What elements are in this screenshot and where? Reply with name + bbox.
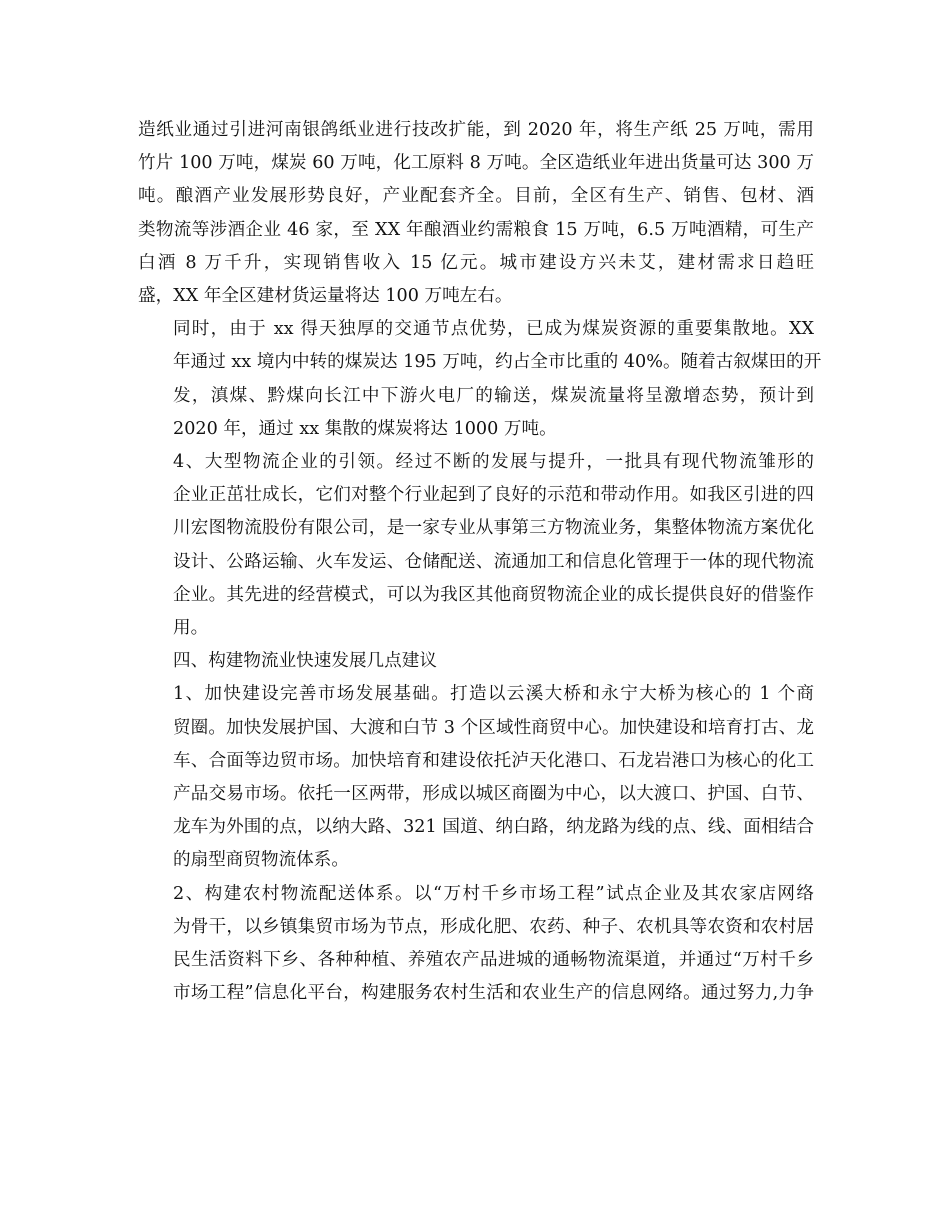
paragraph <box>138 446 814 645</box>
text-line: 企业正茁壮成长，它们对整个行业起到了良好的示范和带动作用。如我区引进的四 <box>173 485 814 506</box>
text-line: 民生活资料下乡、各种种植、养殖农产品进城的通畅物流渠道，并通过“万村千乡 <box>173 950 814 971</box>
text-line: 4、大型物流企业的引领。经过不断的发展与提升，一批具有现代物流雏形的 <box>173 452 814 473</box>
text-line: 设计、公路运输、火车发运、仓储配送、流通加工和信息化管理于一体的现代物流 <box>173 551 814 572</box>
text-line: 川宏图物流股份有限公司，是一家专业从事第三方物流业务，集整体物流方案优化 <box>173 518 814 539</box>
text-line: 发，滇煤、黔煤向长江中下游火电厂的输送，煤炭流量将呈激增态势，预计到 <box>173 385 814 406</box>
text-line: 竹片 100 万吨，煤炭 60 万吨，化工原料 8 万吨。全区造纸业年进出货量可达 300 万 <box>138 153 814 174</box>
paragraph <box>138 878 814 1011</box>
text-line: 车、合面等边贸市场。加快培育和建设依托泸天化港口、石龙岩港口为核心的化工 <box>173 750 814 771</box>
text-line: 盛，XX 年全区建材货运量将达 100 万吨左右。 <box>138 286 513 307</box>
text-line: 为骨干，以乡镇集贸市场为节点，形成化肥、农药、种子、农机具等农资和农村居 <box>173 916 814 937</box>
text-line: 产品交易市场。依托一区两带，形成以城区商圈为中心，以大渡口、护国、白节、 <box>173 784 814 805</box>
text-line: 四、构建物流业快速发展几点建议 <box>173 651 437 672</box>
text-line: 1、加快建设完善市场发展基础。打造以云溪大桥和永宁大桥为核心的 1 个商 <box>173 684 814 705</box>
text-line: 类物流等涉酒企业 46 家，至 XX 年酿酒业约需粮食 15 万吨，6.5 万吨酒精，可生产 <box>138 219 814 240</box>
text-line: 2、构建农村物流配送体系。以“万村千乡市场工程”试点企业及其农家店网络 <box>173 883 814 904</box>
text-line: 造纸业通过引进河南银鸽纸业进行技改扩能，到 2020 年，将生产纸 25 万吨，需用 <box>138 120 814 140</box>
document-body <box>138 114 822 1010</box>
paragraph <box>138 645 814 678</box>
text-line: 吨。酿酒产业发展形势良好，产业配套齐全。目前，全区有生产、销售、包材、酒 <box>138 186 814 207</box>
text-line: 白酒 8 万千升，实现销售收入 15 亿元。城市建设方兴未艾，建材需求日趋旺 <box>138 252 814 273</box>
text-line: 的扇型商贸物流体系。 <box>173 850 349 871</box>
paragraph <box>138 114 814 313</box>
paragraph <box>138 313 822 446</box>
text-line: 同时，由于 xx 得天独厚的交通节点优势，已成为煤炭资源的重要集散地。XX <box>173 319 814 340</box>
text-line: 贸圈。加快发展护国、大渡和白节 3 个区域性商贸中心。加快建设和培育打古、龙 <box>173 717 814 738</box>
paragraph <box>138 678 814 877</box>
text-line: 企业。其先进的经营模式，可以为我区其他商贸物流企业的成长提供良好的借鉴作 <box>173 584 814 605</box>
text-line: 龙车为外围的点，以纳大路、321 国道、纳白路，纳龙路为线的点、线、面相结合 <box>173 817 814 838</box>
text-line: 2020 年，通过 xx 集散的煤炭将达 1000 万吨。 <box>173 418 557 439</box>
text-line: 年通过 xx 境内中转的煤炭达 195 万吨，约占全市比重的 40%。随着古叙煤田的开 <box>173 352 822 373</box>
text-line: 用。 <box>173 618 209 639</box>
text-line: 市场工程”信息化平台，构建服务农村生活和农业生产的信息网络。通过努力,力争 <box>173 983 814 1004</box>
